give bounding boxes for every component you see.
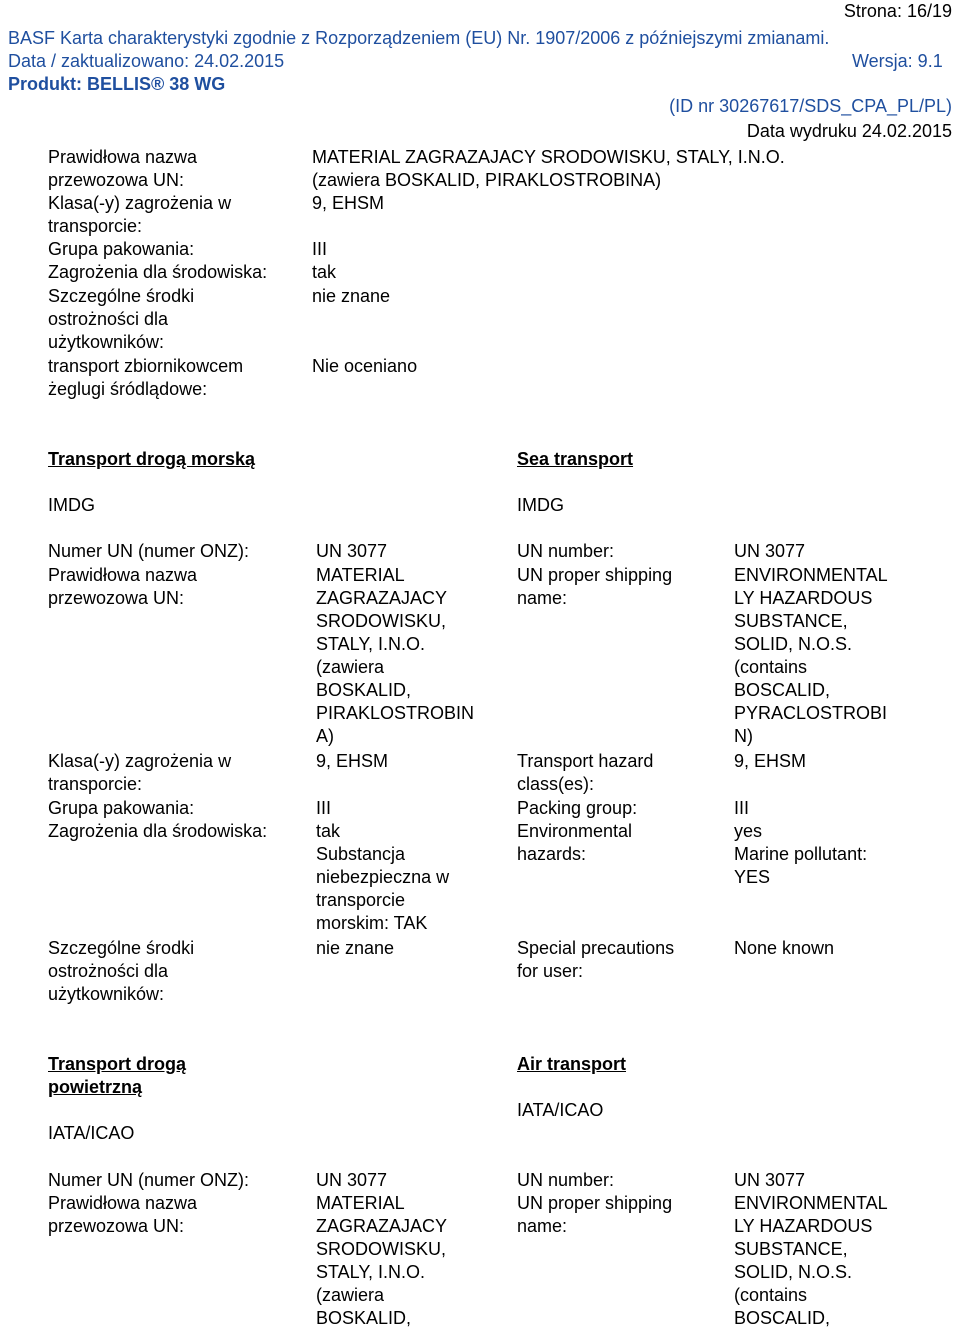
sea-pl-value-proper-name: MATERIAL ZAGRAZAJACY SRODOWISKU, STALY, I.N.O. (zawiera BOSKALID, PIRAKLOSTROBIN A) (316, 565, 475, 746)
top-value-proper-name: MATERIAL ZAGRAZAJACY SRODOWISKU, STALY, I.N.O. (zawiera BOSKALID, PIRAKLOSTROBINA) (312, 147, 785, 190)
top-label-hazard-class: Klasa(-y) zagrożenia w transporcie: (48, 193, 232, 236)
sea-en-value-un-number: UN 3077 (734, 541, 806, 561)
sea-en-value-special-precautions: None known (734, 938, 835, 958)
top-value-env-hazards: tak (312, 262, 337, 282)
air-pl-value-proper-name: MATERIAL ZAGRAZAJACY SRODOWISKU, STALY, I.N.O. (zawiera BOSKALID, (316, 1193, 448, 1328)
air-sub-en: IATA/ICAO (517, 1100, 604, 1120)
top-label-packing-group: Grupa pakowania: (48, 239, 195, 259)
sea-pl-value-env-hazards: tak Substancja niebezpieczna w transporcie morskim: TAK (316, 821, 450, 933)
sea-pl-label-un-number: Numer UN (numer ONZ): (48, 541, 250, 561)
sea-pl-value-hazard-class: 9, EHSM (316, 751, 389, 771)
sea-pl-label-hazard-class: Klasa(-y) zagrożenia w transporcie: (48, 751, 232, 794)
page-number: Strona: 16/19 (843, 1, 952, 21)
sea-pl-label-packing-group: Grupa pakowania: (48, 798, 195, 818)
top-value-packing-group: III (312, 239, 328, 259)
revision-date: Data / zaktualizowano: 24.02.2015 (8, 51, 285, 71)
print-date: Data wydruku 24.02.2015 (746, 121, 952, 141)
sea-pl-value-un-number: UN 3077 (316, 541, 388, 561)
air-pl-label-proper-name: Prawidłowa nazwa przewozowa UN: (48, 1193, 198, 1236)
top-label-env-hazards: Zagrożenia dla środowiska: (48, 262, 268, 282)
version: Wersja: 9.1 (852, 51, 943, 71)
air-en-label-proper-name: UN proper shipping name: (517, 1193, 673, 1236)
sea-en-label-special-precautions: Special precautions for user: (517, 938, 675, 981)
top-value-special-precautions: nie znane (312, 286, 391, 306)
sea-pl-value-special-precautions: nie znane (316, 938, 395, 958)
air-pl-value-un-number: UN 3077 (316, 1170, 388, 1190)
top-label-special-precautions: Szczególne środki ostrożności dla użytkowników: (48, 286, 195, 352)
top-label-proper-name: Prawidłowa nazwa przewozowa UN: (48, 147, 198, 190)
sea-pl-label-proper-name: Prawidłowa nazwa przewozowa UN: (48, 565, 198, 608)
sea-en-value-env-hazards: yes Marine pollutant: YES (734, 821, 868, 887)
air-pl-label-un-number: Numer UN (numer ONZ): (48, 1170, 250, 1190)
sea-heading-en: Sea transport (517, 449, 634, 469)
document-title: BASF Karta charakterystyki zgodnie z Rozporządzeniem (EU) Nr. 1907/2006 z późniejszymi zmianami. (8, 28, 830, 48)
sea-sub-en: IMDG (517, 495, 564, 515)
document-id: (ID nr 30267617/SDS_CPA_PL/PL) (669, 96, 952, 116)
sea-pl-label-special-precautions: Szczególne środki ostrożności dla użytkowników: (48, 938, 195, 1004)
air-en-value-un-number: UN 3077 (734, 1170, 806, 1190)
air-sub-pl: IATA/ICAO (48, 1123, 135, 1143)
top-label-tanker: transport zbiornikowcem żeglugi śródlądowe: (48, 356, 244, 399)
sea-sub-pl: IMDG (48, 495, 95, 515)
sea-pl-label-env-hazards: Zagrożenia dla środowiska: (48, 821, 268, 841)
product-label: Produkt: (8, 74, 82, 94)
sea-en-label-proper-name: UN proper shipping name: (517, 565, 673, 608)
top-value-hazard-class: 9, EHSM (312, 193, 385, 213)
air-heading-pl: Transport drogą powietrzną (48, 1054, 187, 1097)
product-name: BELLIS® 38 WG (87, 74, 226, 94)
sea-en-label-un-number: UN number: (517, 541, 615, 561)
air-en-value-proper-name: ENVIRONMENTAL LY HAZARDOUS SUBSTANCE, SOLID, N.O.S. (contains BOSCALID, (734, 1193, 888, 1328)
air-en-label-un-number: UN number: (517, 1170, 615, 1190)
sea-en-value-proper-name: ENVIRONMENTAL LY HAZARDOUS SUBSTANCE, SOLID, N.O.S. (contains BOSCALID, PYRACLOSTROBI N) (734, 565, 888, 746)
sea-en-value-hazard-class: 9, EHSM (734, 751, 807, 771)
product-line (8, 73, 225, 96)
top-value-tanker: Nie oceniano (312, 356, 418, 376)
sea-en-label-packing-group: Packing group: (517, 798, 638, 818)
sea-pl-value-packing-group: III (316, 798, 332, 818)
sea-en-label-hazard-class: Transport hazard class(es): (517, 751, 654, 794)
sea-heading-pl: Transport drogą morską (48, 449, 256, 469)
sea-en-label-env-hazards: Environmental hazards: (517, 821, 633, 864)
air-heading-en: Air transport (517, 1054, 627, 1074)
sea-en-value-packing-group: III (734, 798, 750, 818)
